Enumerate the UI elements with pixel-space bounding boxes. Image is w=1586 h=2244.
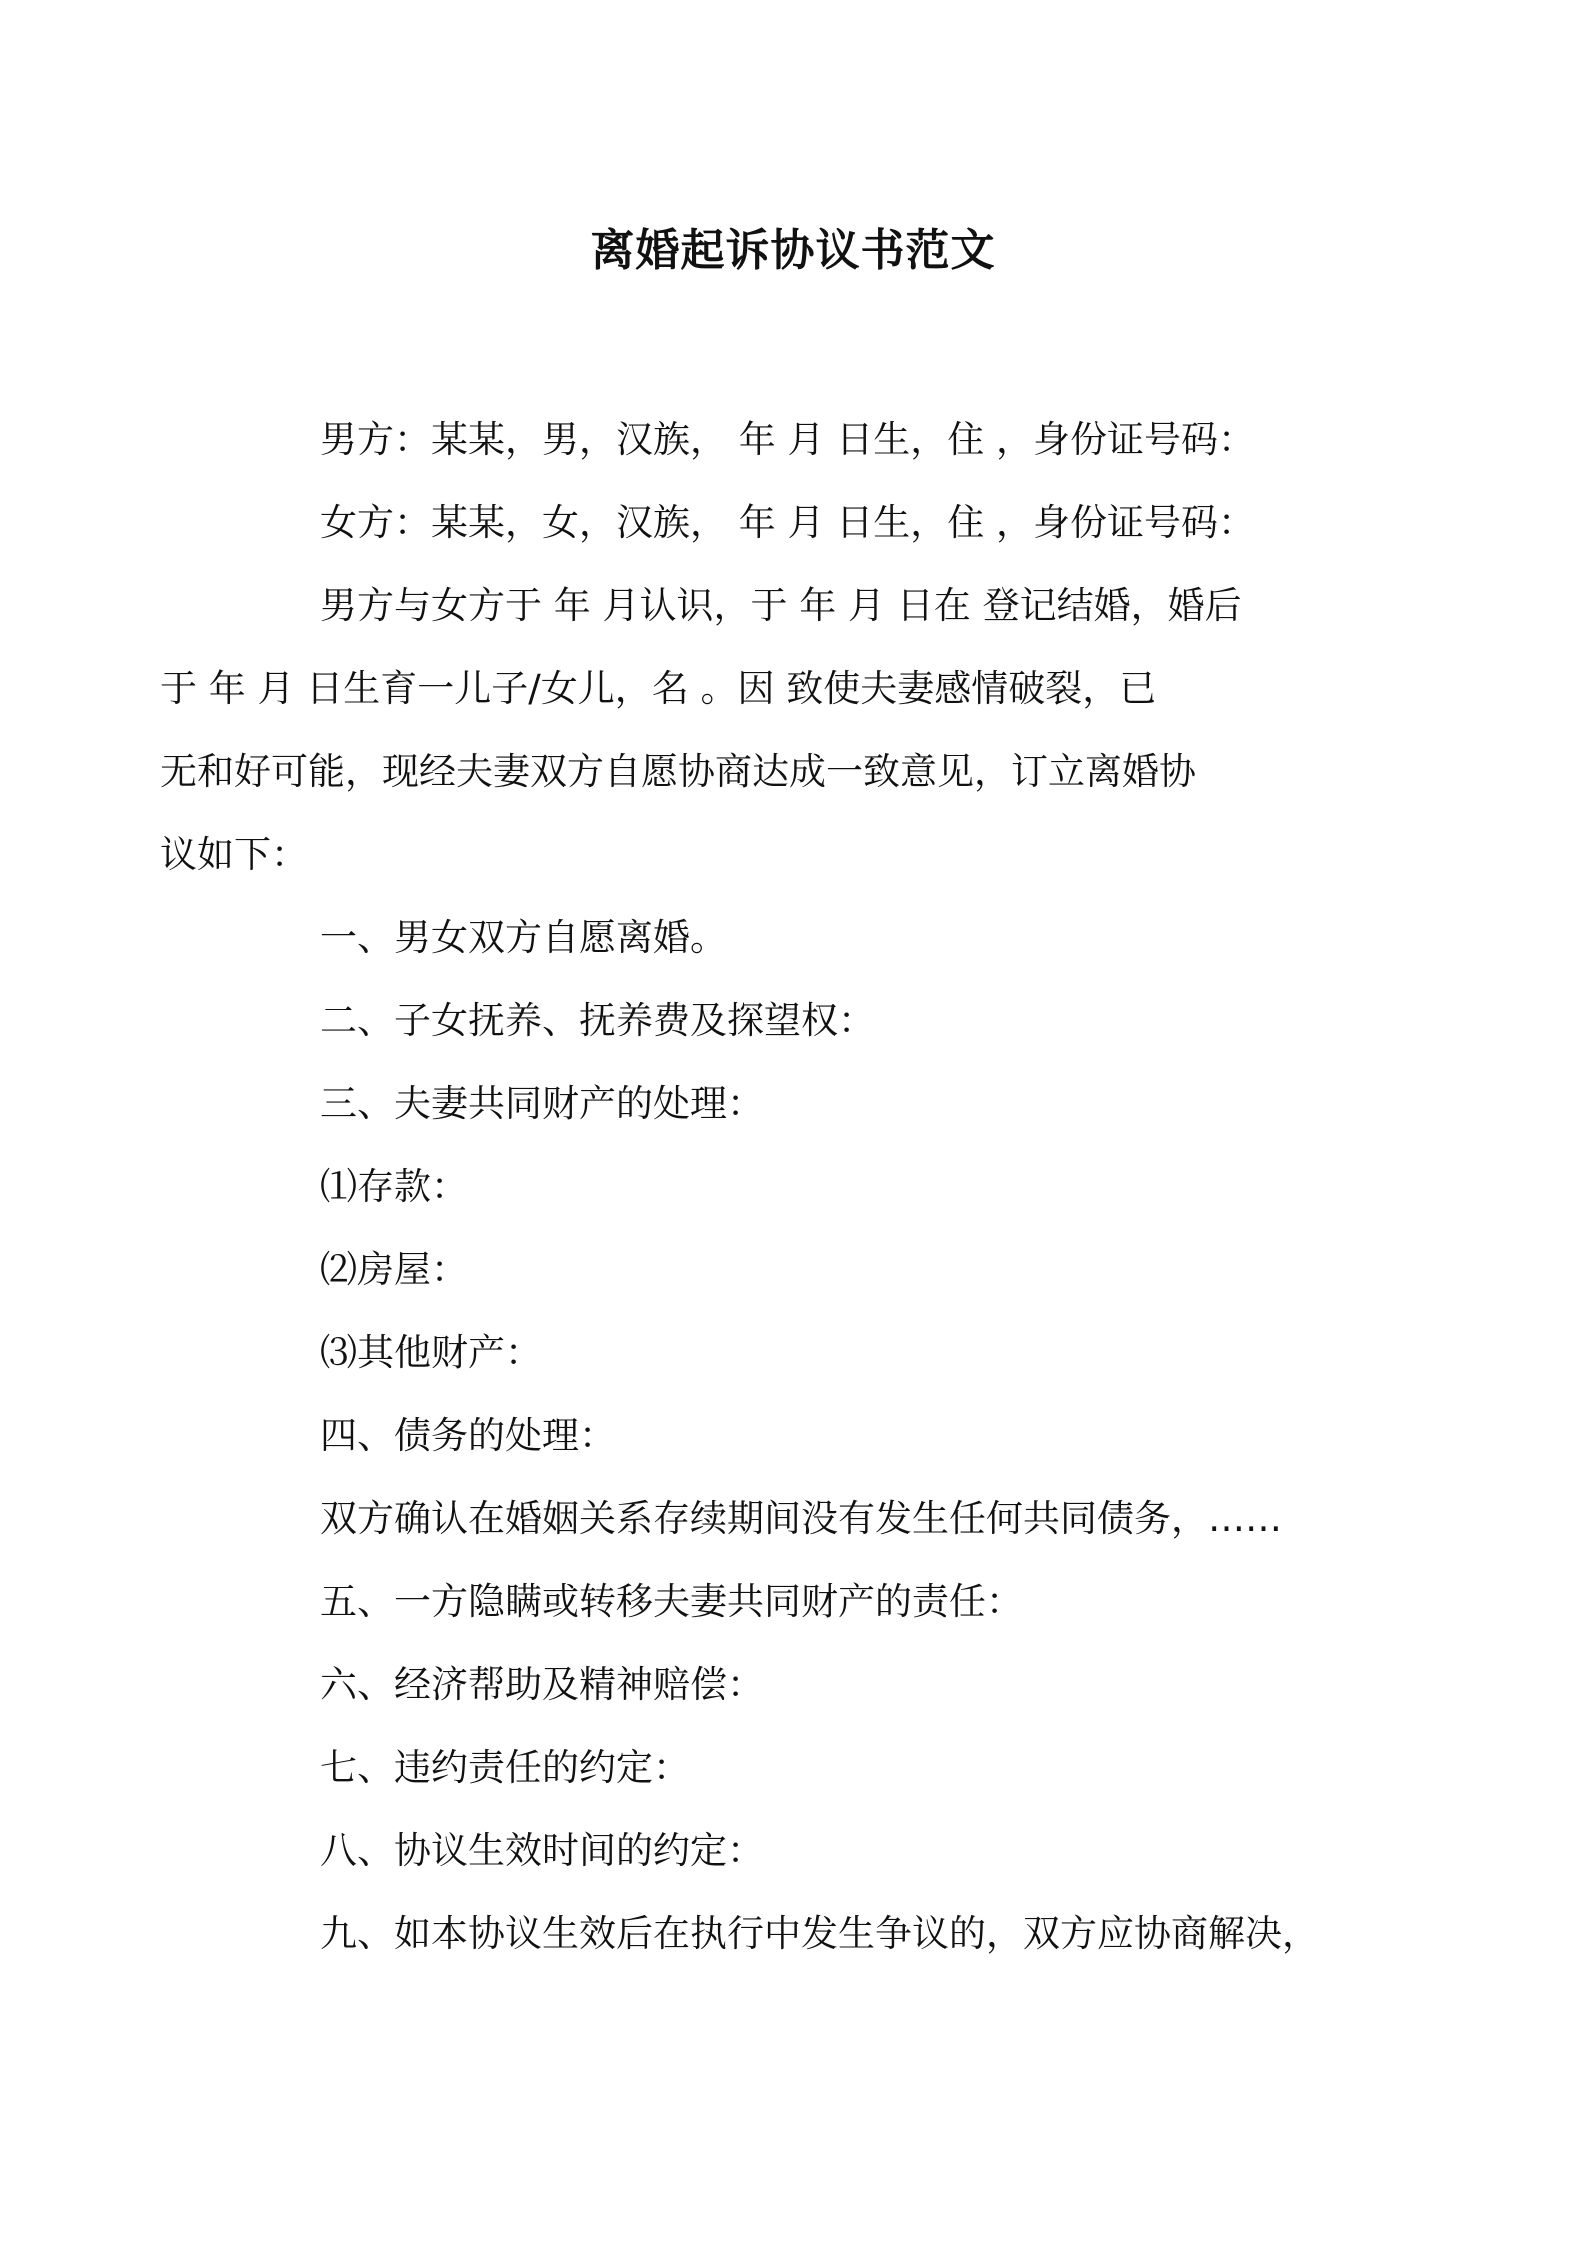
- document-body: [160, 398, 1350, 1975]
- clause-3-item-3: ⑶其他财产：: [320, 1331, 542, 1374]
- clause-3: 三、夫妻共同财产的处理：: [320, 1082, 764, 1125]
- clause-8: 八、协议生效时间的约定：: [320, 1829, 764, 1872]
- clause-3-item-1: ⑴存款：: [320, 1165, 468, 1208]
- female-party-line: 女方：某某，女，汉族， 年 月 日生，住 ，身份证号码：: [320, 501, 1256, 544]
- intro-line-4: 议如下：: [160, 833, 308, 876]
- intro-line-1: 男方与女方于 年 月认识，于 年 月 日在 登记结婚，婚后: [320, 584, 1242, 627]
- clause-7: 七、违约责任的约定：: [320, 1746, 690, 1789]
- intro-line-3: 无和好可能，现经夫妻双方自愿协商达成一致意见，订立离婚协: [160, 750, 1196, 793]
- clause-4: 四、债务的处理：: [320, 1414, 616, 1457]
- document-title: 离婚起诉协议书范文: [590, 225, 996, 276]
- clause-4-text: 双方确认在婚姻关系存续期间没有发生任何共同债务，……: [320, 1497, 1282, 1540]
- clause-6: 六、经济帮助及精神赔偿：: [320, 1663, 764, 1706]
- clause-2: 二、子女抚养、抚养费及探望权：: [320, 999, 875, 1042]
- clause-3-item-2: ⑵房屋：: [320, 1248, 468, 1291]
- clause-1: 一、男女双方自愿离婚。: [320, 916, 727, 959]
- clause-5: 五、一方隐瞒或转移夫妻共同财产的责任：: [320, 1580, 1023, 1623]
- clause-9: 九、如本协议生效后在执行中发生争议的，双方应协商解决，: [320, 1912, 1319, 1955]
- male-party-line: 男方：某某，男，汉族， 年 月 日生，住 ，身份证号码：: [320, 418, 1256, 461]
- intro-line-2: 于 年 月 日生育一儿子/女儿，名 。因 致使夫妻感情破裂，已: [160, 667, 1157, 710]
